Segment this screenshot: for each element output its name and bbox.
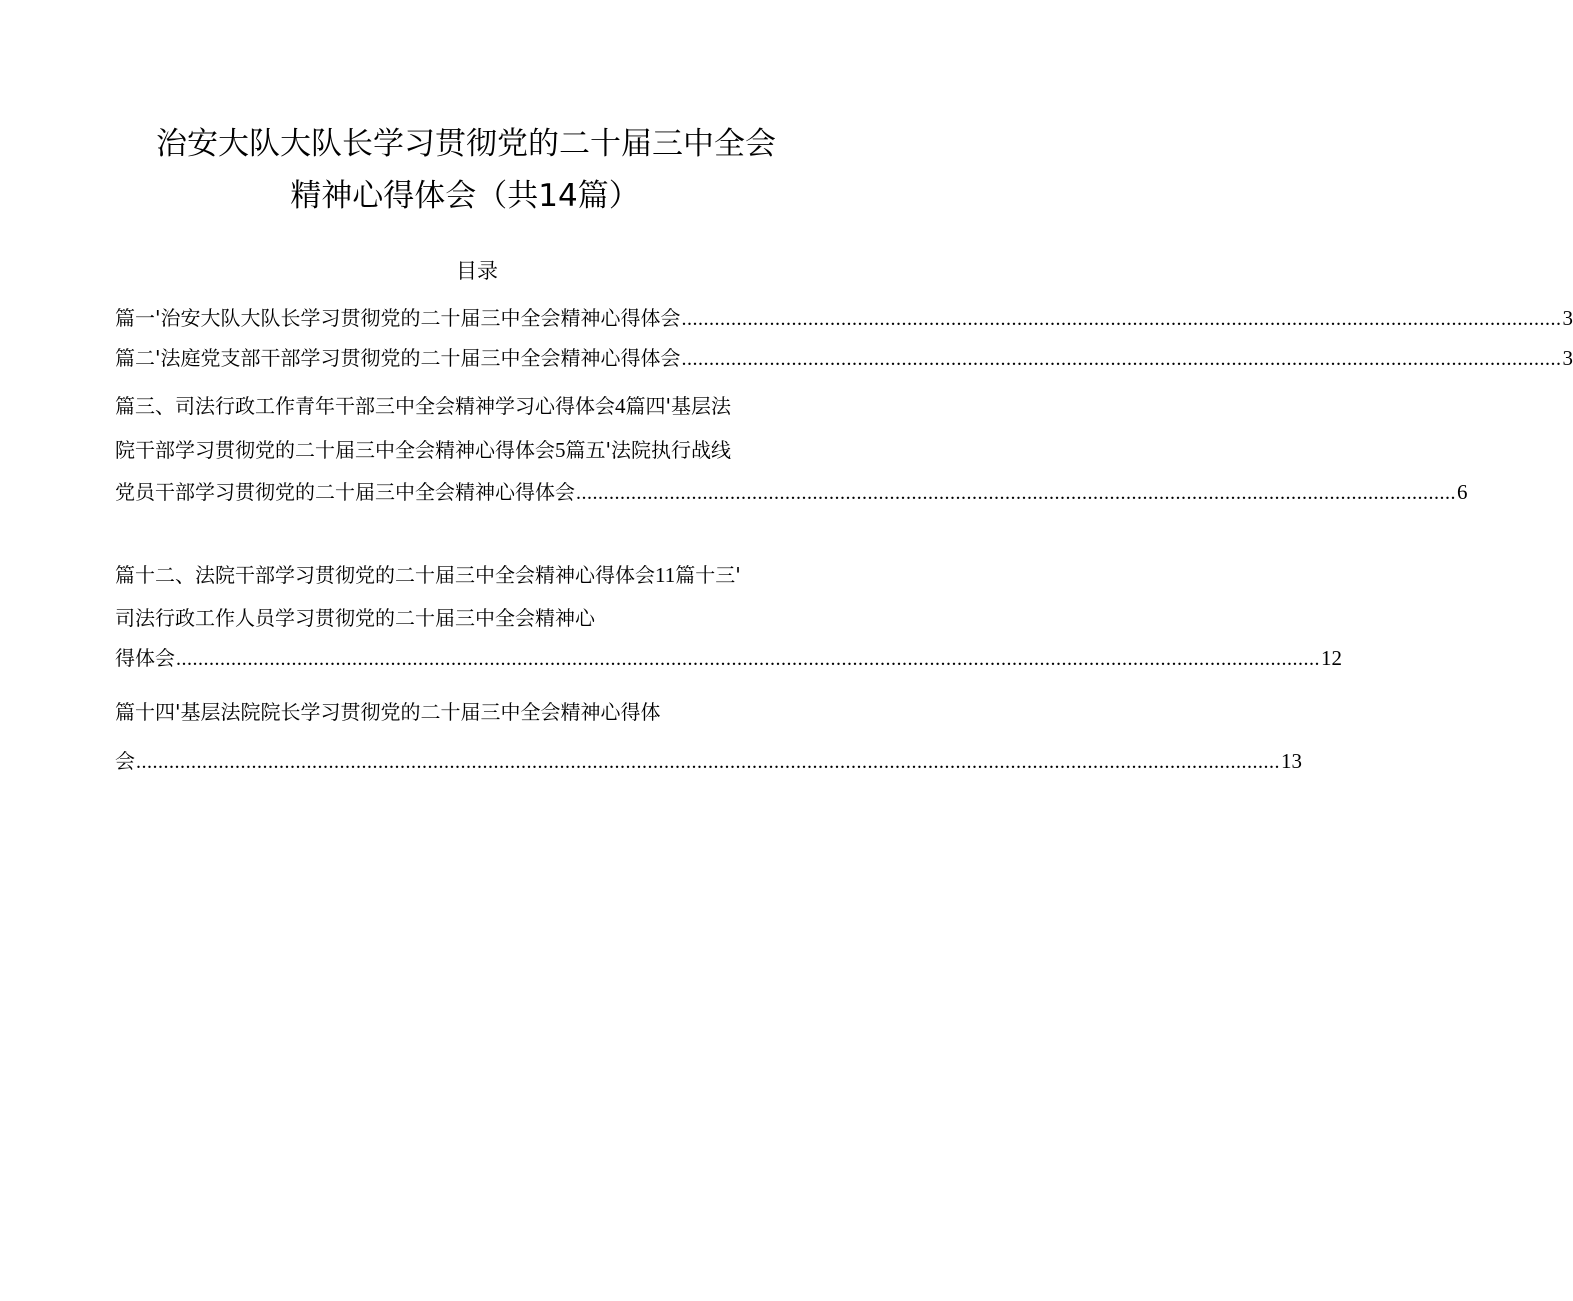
toc-page-number: 3 xyxy=(1562,346,1573,370)
toc-entry-text: 篇二'法庭党支部干部学习贯彻党的二十届三中全会精神心得体会 xyxy=(115,346,681,370)
toc-entry-text: 篇五'法院执行战线 xyxy=(565,438,731,462)
toc-entry-text: 篇十二、法院干部学习贯彻党的二十届三中全会精神心得体会 xyxy=(115,563,655,587)
toc-dot-leader: ................................................................................................................................................................ xyxy=(576,482,1456,504)
toc-entry-text: 篇十三' xyxy=(675,563,741,587)
toc-page-number: 5 xyxy=(555,438,566,462)
toc-entry-text: 司法行政工作人员学习贯彻党的二十届三中全会精神心 xyxy=(115,606,595,630)
toc-entry-text: 篇四'基层法 xyxy=(625,394,731,418)
toc-entry-1[interactable] xyxy=(115,304,1573,333)
toc-heading: 目录 xyxy=(456,259,498,283)
document-title-line-2: 精神心得体会（共14篇） xyxy=(290,178,640,214)
toc-entry-3[interactable] xyxy=(115,392,731,420)
toc-page-number: 13 xyxy=(1281,749,1302,773)
toc-entry-text: 篇三、司法行政工作青年干部三中全会精神学习心得体会 xyxy=(115,394,615,418)
toc-page-number: 4 xyxy=(615,394,626,418)
toc-dot-leader: ................................................................................................................................................................ xyxy=(681,348,1562,370)
toc-entry-text: 党员干部学习贯彻党的二十届三中全会精神心得体会 xyxy=(115,480,575,504)
toc-entry-2[interactable] xyxy=(115,344,1573,373)
toc-page-number: 3 xyxy=(1562,306,1573,330)
toc-page-number: 11 xyxy=(655,563,676,587)
toc-page-number: 6 xyxy=(1457,480,1468,504)
toc-entry-text: 篇一'治安大队大队长学习贯彻党的二十届三中全会精神心得体会 xyxy=(115,306,681,330)
toc-entry-9[interactable] xyxy=(115,698,661,726)
toc-entry-text: 会 xyxy=(115,749,135,773)
toc-entry-5[interactable] xyxy=(115,478,1468,507)
toc-dot-leader: ................................................................................................................................................................................................................ xyxy=(136,751,1280,773)
toc-entry-7[interactable] xyxy=(115,604,595,632)
document-title-line-1: 治安大队大队长学习贯彻党的二十届三中全会 xyxy=(156,126,776,162)
toc-dot-leader: ................................................................................................................................................................................................................ xyxy=(176,648,1320,670)
toc-entry-8[interactable] xyxy=(115,644,1342,673)
toc-dot-leader: ................................................................................................................................................................ xyxy=(681,308,1562,330)
toc-entry-4[interactable] xyxy=(115,436,731,464)
toc-page-number: 12 xyxy=(1321,646,1342,670)
toc-entry-text: 得体会 xyxy=(115,646,175,670)
toc-entry-text: 院干部学习贯彻党的二十届三中全会精神心得体会 xyxy=(115,438,555,462)
toc-entry-text: 篇十四'基层法院院长学习贯彻党的二十届三中全会精神心得体 xyxy=(115,700,661,724)
toc-entry-6[interactable] xyxy=(115,561,741,589)
toc-entry-10[interactable] xyxy=(115,747,1302,776)
